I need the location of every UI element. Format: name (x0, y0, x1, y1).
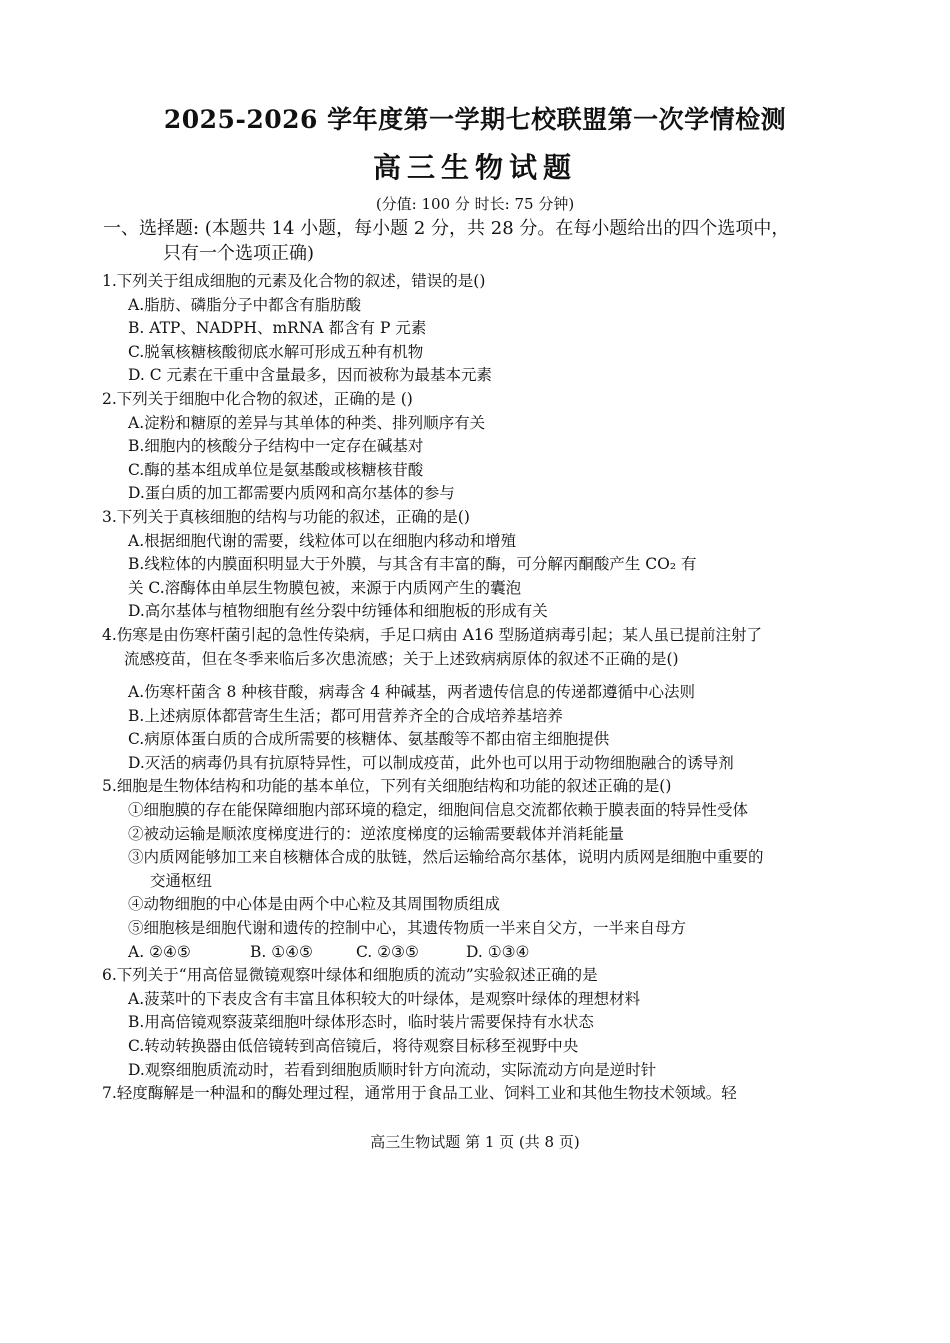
option-c: C.病原体蛋白质的合成所需要的核糖体、氨基酸等不都由宿主细胞提供 (128, 730, 610, 749)
statement-3: ③内质网能够加工来自核糖体合成的肽链，然后运输给高尔基体，说明内质网是细胞中重要的 (128, 848, 764, 867)
question-stem: 7.轻度酶解是一种温和的酶处理过程，通常用于食品工业、饲料工业和其他生物技术领域。轻 (102, 1084, 737, 1103)
option-b: B. ATP、NADPH、mRNA 都含有 P 元素 (128, 319, 427, 338)
option-d: D.蛋白质的加工都需要内质网和高尔基体的参与 (128, 484, 455, 503)
option-b-continued: 关 C.溶酶体由单层生物膜包被，来源于内质网产生的囊泡 (128, 578, 522, 597)
option-c: C.脱氧核糖核酸彻底水解可形成五种有机物 (128, 342, 424, 361)
option-b: B.上述病原体都营寄生生活；都可用营养齐全的合成培养基培养 (128, 706, 563, 725)
option-a: A.根据细胞代谢的需要，线粒体可以在细胞内移动和增殖 (128, 531, 517, 550)
choice-a: A. ②④⑤ (128, 942, 191, 961)
choice-d: D. ①③④ (466, 942, 530, 961)
option-b: B.线粒体的内膜面积明显大于外膜，与其含有丰富的酶，可分解丙酮酸产生 CO₂ 有 (128, 555, 697, 574)
choice-c: C. ②③⑤ (356, 942, 419, 961)
section-heading (103, 216, 863, 266)
spacer (102, 671, 862, 681)
question-5 (102, 775, 862, 964)
question-stem: 5.细胞是生物体结构和功能的基本单位，下列有关细胞结构和功能的叙述正确的是() (102, 777, 672, 796)
question-stem: 2.下列关于细胞中化合物的叙述，正确的是 () (102, 389, 413, 408)
statement-2: ②被动运输是顺浓度梯度进行的：逆浓度梯度的运输需要载体并消耗能量 (128, 824, 625, 843)
option-c: C.转动转换器由低倍镜转到高倍镜后，将待观察目标移至视野中央 (128, 1037, 579, 1055)
question-stem: 4.伤寒是由伤寒杆菌引起的急性传染病，手足口病由 A16 型肠道病毒引起；某人虽已提前注射了 (102, 625, 763, 644)
option-d: D.灭活的病毒仍具有抗原特异性，可以制成疫苗，此外也可以用于动物细胞融合的诱导剂 (128, 753, 734, 772)
page-footer: 高三生物试题 第 1 页 (共 8 页) (370, 1133, 580, 1151)
questions-body (102, 270, 862, 1106)
option-b: B.用高倍镜观察菠菜细胞叶绿体形态时，临时装片需要保持有水状态 (128, 1013, 594, 1032)
question-3 (102, 506, 862, 624)
option-c: C.酶的基本组成单位是氨基酸或核糖核苷酸 (128, 460, 424, 479)
option-a: A.伤寒杆菌含 8 种核苷酸，病毒含 4 种碱基，两者遗传信息的传递都遵循中心法则 (128, 683, 696, 702)
question-4 (102, 624, 862, 776)
option-d: D. C 元素在干重中含量最多，因而被称为最基本元素 (128, 366, 493, 385)
statement-1: ①细胞膜的存在能保障细胞内部环境的稳定，细胞间信息交流都依赖于膜表面的特异性受体 (128, 801, 749, 820)
option-d: D.观察细胞质流动时，若看到细胞质顺时针方向流动，实际流动方向是逆时针 (128, 1060, 657, 1079)
exam-meta: (分值: 100 分 时长: 75 分钟) (375, 195, 575, 213)
subject-title: 高三生物试题 (372, 151, 577, 184)
option-a: A.淀粉和糖原的差异与其单体的种类、排列顺序有关 (128, 413, 486, 432)
option-a: A.脂肪、磷脂分子中都含有脂肪酸 (128, 295, 362, 314)
question-stem: 1.下列关于组成细胞的元素及化合物的叙述，错误的是() (102, 272, 486, 290)
option-d: D.高尔基体与植物细胞有丝分裂中纺锤体和细胞板的形成有关 (128, 602, 548, 621)
statement-5: ⑤细胞核是细胞代谢和遗传的控制中心，其遗传物质一半来自父方，一半来自母方 (128, 919, 687, 938)
question-6 (102, 964, 862, 1082)
question-1 (102, 270, 862, 388)
section-heading-line2: 只有一个选项正确) (163, 243, 315, 264)
choice-b: B. ①④⑤ (250, 942, 313, 961)
option-a: A.菠菜叶的下表皮含有丰富且体积较大的叶绿体，是观察叶绿体的理想材料 (128, 989, 641, 1008)
statement-4: ④动物细胞的中心体是由两个中心粒及其周围物质组成 (128, 895, 501, 914)
question-2 (102, 388, 862, 506)
question-stem: 3.下列关于真核细胞的结构与功能的叙述，正确的是() (102, 507, 470, 526)
option-b: B.细胞内的核酸分子结构中一定存在碱基对 (128, 437, 424, 456)
question-stem-continued: 流感疫苗，但在冬季来临后多次患流感；关于上述致病病原体的叙述不正确的是() (124, 649, 679, 668)
answer-choices (102, 941, 862, 965)
exam-title: 2025-2026 学年度第一学期七校联盟第一次学情检测 (163, 105, 787, 134)
section-heading-line1: 一、选择题: (本题共 14 小题，每小题 2 分，共 28 分。在每小题给出的四个选项中， (103, 218, 790, 239)
question-stem: 6.下列关于“用高倍显微镜观察叶绿体和细胞质的流动”实验叙述正确的是 (102, 966, 598, 985)
statement-3-continued: 交通枢纽 (150, 871, 213, 890)
question-7 (102, 1082, 862, 1106)
